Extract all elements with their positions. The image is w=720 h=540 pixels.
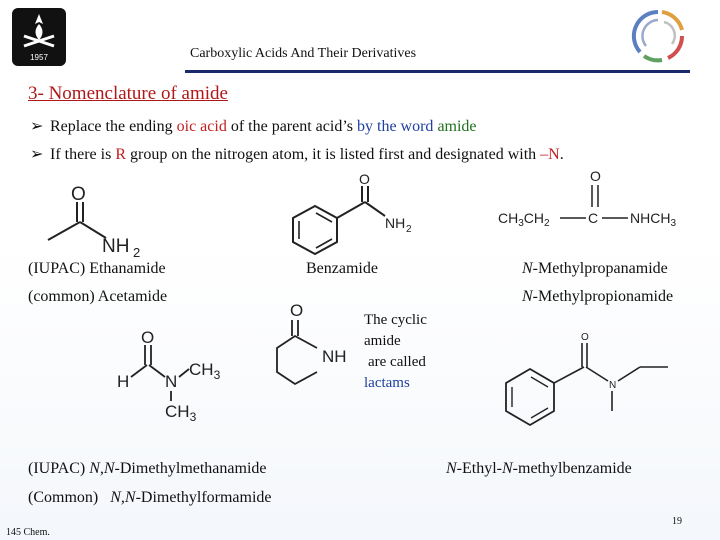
- footer-course: 145 Chem.: [6, 527, 50, 538]
- dimethylformamide-structure: [115, 325, 235, 430]
- ethanamide-iupac-label: (IUPAC) Ethanamide: [28, 260, 166, 277]
- logo-year: 1957: [30, 53, 48, 62]
- lactam-note: The cyclic amide are called lactams: [364, 312, 427, 391]
- dmf-common-label: (Common) N,N-Dimethylformamide: [28, 489, 272, 506]
- ethanamide-common-label: (common) Acetamide: [28, 288, 168, 305]
- bullet-2: [30, 144, 564, 164]
- ethanamide-structure: [40, 180, 170, 265]
- svg-text:NH: NH: [385, 215, 406, 231]
- ethylmethylbenzamide-structure: [490, 325, 690, 440]
- svg-text:O: O: [590, 168, 601, 184]
- svg-text:O: O: [581, 332, 589, 343]
- benzamide-structure: [285, 170, 425, 265]
- header-divider: [185, 70, 690, 73]
- svg-text:O: O: [71, 184, 86, 205]
- methylpropanamide-structure: [494, 165, 694, 240]
- svg-text:2: 2: [133, 245, 141, 260]
- svg-text:H: H: [117, 372, 130, 391]
- dmf-iupac-label: (IUPAC) N,N-Dimethylmethanamide: [28, 460, 267, 477]
- svg-text:C: C: [588, 210, 599, 226]
- lactam-structure: [272, 300, 362, 415]
- svg-text:CH3CH2: $CH_3CH_2$: [498, 210, 550, 229]
- bullet-1: [30, 116, 477, 136]
- bullet-2-text: If there is R group on the nitrogen atom, it is listed first and designated with –N.: [50, 146, 564, 163]
- svg-text:O: O: [141, 328, 155, 347]
- svg-text:2: 2: [406, 224, 412, 235]
- svg-text:NH: NH: [102, 236, 130, 257]
- university-logo: [628, 6, 688, 71]
- svg-text:CH3: $CH_3$: [165, 402, 197, 424]
- svg-text:O: O: [290, 301, 304, 320]
- section-title: 3- Nomenclature of amide: [28, 83, 228, 104]
- svg-text:CH3: $CH_3$: [189, 360, 221, 382]
- svg-text:N: N: [609, 380, 617, 391]
- svg-text:NH: NH: [322, 347, 347, 366]
- benzamide-label: Benzamide: [306, 260, 378, 277]
- page-number: 19: [672, 516, 682, 527]
- svg-text:NHCH3: $NHCH_3$: [630, 210, 677, 229]
- header-title: Carboxylic Acids And Their Derivatives: [190, 46, 417, 61]
- svg-text:O: O: [359, 171, 370, 187]
- ethylmethylbenzamide-label: N-Ethyl-N-methylbenzamide: [446, 460, 632, 477]
- arrow-bullet-icon: ➢: [30, 118, 44, 135]
- methylpropionamide-label: N-Methylpropionamide: [522, 288, 674, 305]
- methylpropanamide-label: N-Methylpropanamide: [522, 260, 668, 277]
- saudi-emblem-logo: [10, 6, 68, 73]
- arrow-bullet-icon: ➢: [30, 146, 44, 163]
- bullet-1-text: Replace the ending oic acid of the parent acid’s by the word amide: [50, 118, 477, 135]
- svg-text:N: N: [165, 372, 178, 391]
